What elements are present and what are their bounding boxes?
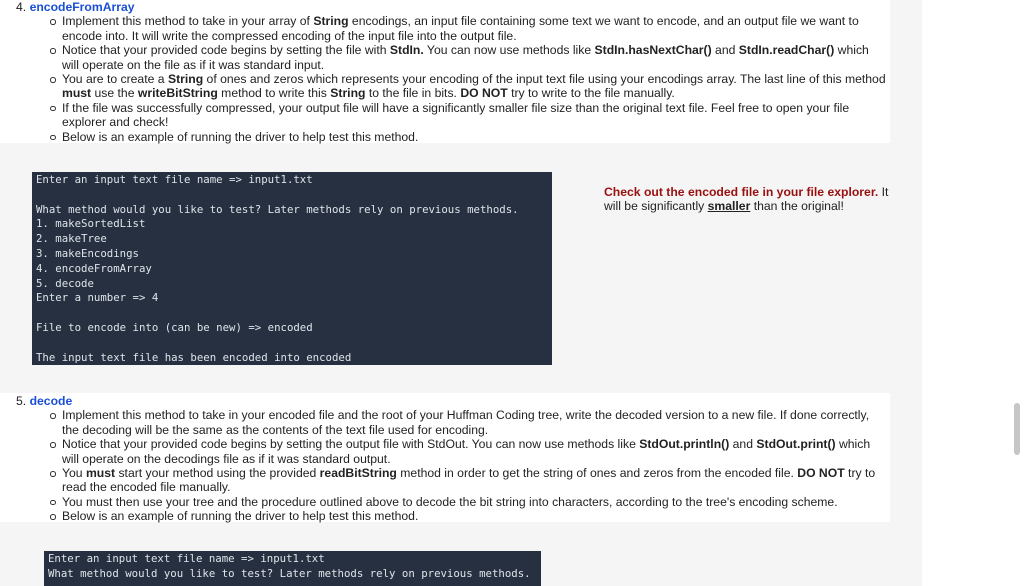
bold-text: DO NOT: [797, 466, 845, 481]
bold-text: String: [167, 72, 204, 87]
text: which will operate on the decodings file as if it was standard output.: [62, 437, 871, 466]
method-title-link[interactable]: encodeFromArray: [29, 0, 135, 14]
bullet-list: [16, 408, 886, 523]
terminal-line: [36, 306, 548, 321]
bold-text: StdIn.readChar(): [738, 43, 835, 58]
note-text-end: than the original!: [750, 199, 844, 214]
text: You must then use your tree and the procedure outlined above to decode the bit string into characters, according to the tree's encoding scheme.: [62, 494, 838, 509]
terminal-output: [44, 551, 541, 586]
terminal-output: [32, 172, 552, 365]
bold-text: readBitString: [319, 466, 397, 481]
terminal-line: Enter an input text file name => input1.txt: [36, 173, 313, 186]
terminal-line: 5. decode: [36, 276, 94, 290]
terminal-line: The input text file has been encoded into encoded: [36, 350, 352, 364]
terminal-line: What method would you like to test? Later methods rely on previous methods.: [48, 566, 531, 580]
terminal-line: Enter an input text file name => input1.txt: [48, 552, 325, 565]
bold-text: String: [330, 86, 366, 101]
bold-text: DO NOT: [460, 86, 508, 101]
bullet-item: [62, 495, 886, 509]
section-number: 4.: [16, 0, 27, 14]
terminal-line: File to encode into (can be new) => encoded: [36, 320, 313, 334]
encoded-file-note: [604, 185, 894, 214]
text: and: [729, 437, 757, 452]
right-margin: [922, 0, 1024, 586]
bullet-item: [62, 509, 886, 523]
terminal-line: [36, 188, 548, 203]
text: You: [62, 466, 86, 481]
text: method to write this: [217, 86, 331, 101]
scrollbar-thumb[interactable]: [1014, 403, 1020, 455]
section-encodeFromArray: [16, 0, 886, 144]
bullet-item: [62, 408, 886, 437]
text: Below is an example of running the driver to help test this method.: [62, 509, 419, 524]
text: of ones and zeros which represents your encoding of the input text file using your encodings array. The last line of this method: [203, 72, 886, 87]
bold-text: writeBitString: [137, 86, 218, 101]
note-text: It will be significantly: [604, 185, 889, 214]
section-decode: [16, 394, 886, 524]
terminal-line: Enter a number => 4: [36, 291, 159, 305]
text: Implement this method to take in your encoded file and the root of your Huffman Coding tree, write the decoded version to a new file. If done correctly, the decoding will be the same as the contents of the text file used for encoding.: [62, 408, 870, 437]
text: use the: [91, 86, 138, 101]
bullet-item: [62, 130, 886, 144]
bold-text: StdOut.print(): [756, 437, 836, 452]
text: You are to create a: [62, 72, 168, 87]
section-heading: [16, 0, 886, 14]
bold-text: must: [62, 86, 92, 101]
text: Notice that your provided code begins by setting the file with: [62, 43, 390, 58]
bullet-item: [62, 437, 886, 466]
terminal-line: 3. makeEncodings: [36, 246, 139, 260]
text: Implement this method to take in your array of: [62, 14, 314, 29]
note-underlined: smaller: [707, 199, 751, 214]
bold-text: StdIn.hasNextChar(): [594, 43, 712, 58]
bold-text: must: [85, 466, 116, 481]
terminal-line: What method would you like to test? Later methods rely on previous methods.: [36, 202, 519, 216]
bullet-item: [62, 43, 886, 72]
text: Below is an example of running the driver to help test this method.: [62, 129, 419, 144]
method-title-link[interactable]: decode: [29, 394, 73, 408]
terminal-line: 1. makeSortedList: [36, 217, 146, 231]
text: and: [711, 43, 739, 58]
bullet-item: [62, 466, 886, 495]
text: method in order to get the string of ones and zeros from the encoded file.: [396, 466, 798, 481]
text: try to read the encoded file manually.: [62, 466, 876, 495]
text: try to write to the file manually.: [507, 86, 675, 101]
text: start your method using the provided: [115, 466, 320, 481]
bold-text: StdIn.: [389, 43, 424, 58]
bullet-item: [62, 72, 886, 101]
bold-text: StdOut.println(): [639, 437, 730, 452]
bullet-item: [62, 101, 886, 130]
section-heading: [16, 394, 886, 408]
terminal-line: 2. makeTree: [36, 232, 107, 246]
terminal-line: 4. encodeFromArray: [36, 261, 152, 275]
text: encodings, an input file containing some text we want to encode, and an output file we want to encode into. It will write the compressed encoding of the input file into the output file.: [62, 14, 859, 43]
bullet-item: [62, 14, 886, 43]
text: which will operate on the file as if it was standard input.: [62, 43, 869, 72]
note-highlight: Check out the encoded file in your file explorer.: [604, 185, 879, 199]
terminal-line: [36, 336, 548, 351]
text: You can now use methods like: [423, 43, 595, 58]
text: Notice that your provided code begins by setting the output file with StdOut. You can now use methods like: [62, 437, 640, 452]
section-number: 5.: [16, 394, 27, 408]
bullet-list: [16, 14, 886, 144]
text: If the file was successfully compressed, your output file will have a significantly smaller file size than the original text file. Feel free to open your file explorer and check!: [62, 100, 850, 130]
bold-text: String: [313, 14, 349, 29]
text: to the file in bits.: [365, 86, 461, 101]
